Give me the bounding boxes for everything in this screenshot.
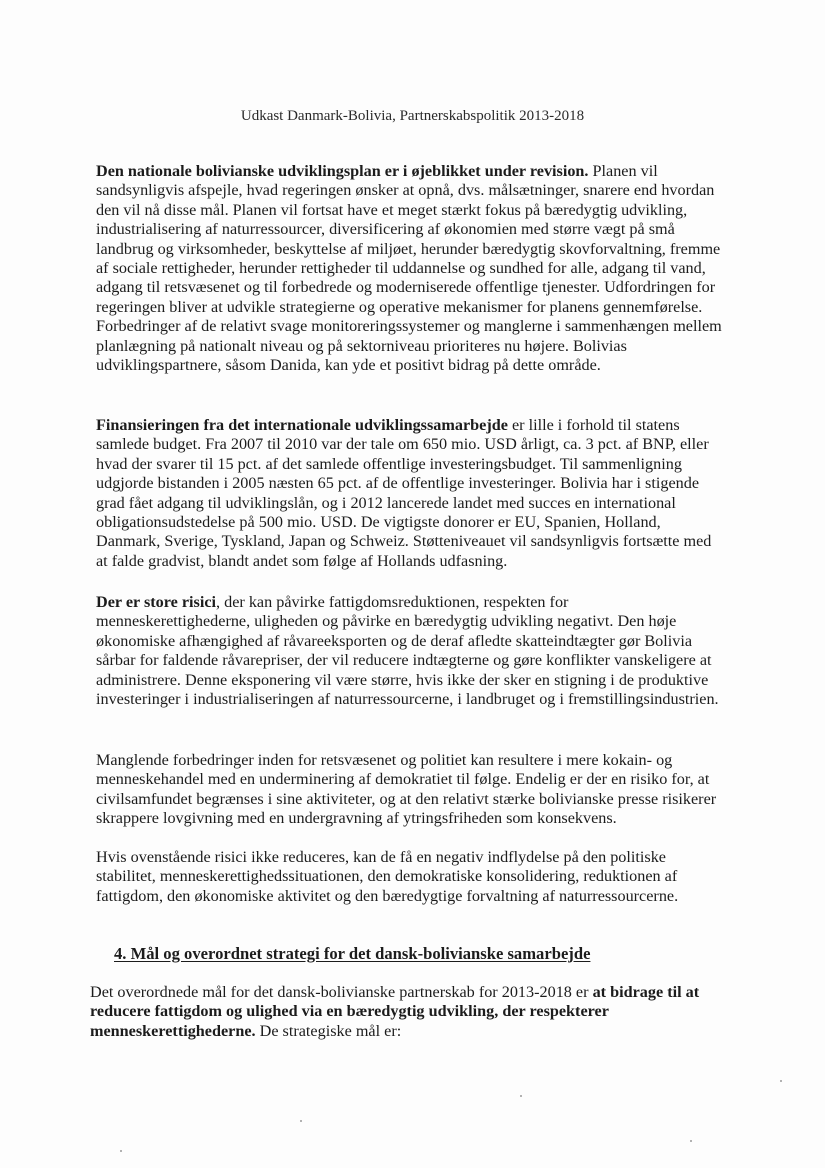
paragraph-lead: Der er store risici <box>96 593 217 611</box>
paragraph-justice-risks <box>96 751 724 829</box>
paragraph-overall-goal <box>90 983 724 1041</box>
scan-speck <box>520 1095 522 1097</box>
goal-outro: De strategiske mål er: <box>255 1021 402 1040</box>
goal-statement: at bidrage til at reducere fattigdom og ulighed via en bæredygtig udvikling, der respekterer menneskerettighederne. <box>90 983 700 1040</box>
paragraph-risks <box>96 593 724 709</box>
scan-speck <box>780 1080 782 1082</box>
paragraph-body: , der kan påvirke fattigdomsreduktionen, respekten for menneskerettighederne, uligheden og påvirke en bæredygtig udvikling negativt. Den høje økonomiske afhængighed af råvareeksporten og de deraf afledte skatteindtægter gør Bolivia sårbar for faldende råvarepriser, der vil reducere indtægterne og gøre konflikter vanskeligere at administrere. Denne eksponering vil være større, hvis ikke der sker en stigning i de produktive investeringer i industrialiseringen af naturressourcerne, i landbruget og i fremstillingsindustrien. <box>96 593 719 709</box>
paragraph-lead: Den nationale bolivianske udviklingsplan er i øjeblikket under revision. <box>96 162 589 180</box>
scan-speck <box>300 1120 302 1122</box>
paragraph-body: Manglende forbedringer inden for retsvæsenet og politiet kan resultere i mere kokain- og menneskehandel med en underminering af demokratiet til følge. Endelig er der en risiko for, at civilsamfundet begrænses i sine aktiviteter, og at den relativt stærke bolivianske presse risikerer skrappere lovgivning med en undergravning af ytringsfriheden som konsekvens. <box>96 751 717 828</box>
scan-speck <box>690 1140 692 1142</box>
paragraph-body: er lille i forhold til statens samlede budget. Fra 2007 til 2010 var der tale om 650 mio. USD årligt, ca. 3 pct. af BNP, eller hvad der svarer til 15 pct. af det samlede offentlige investeringsbudget. Til sammenligning udgjorde bistanden i 2005 næsten 65 pct. af de offentlige investeringer. Bolivia har i stigende grad fået adgang til udviklingslån, og i 2012 lancerede landet med succes en international obligationsudstedelse på 500 mio. USD. De vigtigste donorer er EU, Spanien, Holland, Danmark, Sverige, Tyskland, Japan og Schweiz. Støtteniveauet vil sandsynligvis fortsætte med at falde gradvist, blandt andet som følge af Hollands udfasning. <box>96 416 712 570</box>
paragraph-financing <box>96 416 724 571</box>
paragraph-body: Planen vil sandsynligvis afspejle, hvad regeringen ønsker at opnå, dvs. målsætninger, snarere end hvordan den vil nå disse mål. Planen vil fortsat have et meget stærkt fokus på bæredygtig udvikling, industrialisering af naturressourcer, diversificering af økonomien med større vægt på små landbrug og virksomheder, beskyttelse af miljøet, herunder bæredygtig skovforvaltning, fremme af sociale rettigheder, herunder rettigheder til uddannelse og sundhed for alle, adgang til vand, adgang til retsvæsenet og til forbedrede og moderniserede offentlige tjenester. Udfordringen for regeringen bliver at udvikle strategierne og operative mekanismer for planens gennemførelse. Forbedringer af de relativt svage monitoreringssystemer og manglerne i sammenhængen mellem planlægning på nationalt niveau og på sektorniveau prioriteres nu højere. Bolivias udviklingspartnere, såsom Danida, kan yde et positivt bidrag på dette område. <box>96 162 722 375</box>
paragraph-development-plan <box>96 162 724 375</box>
page-header: Udkast Danmark-Bolivia, Partnerskabspolitik 2013-2018 <box>240 108 585 124</box>
paragraph-lead: Finansieringen fra det internationale udviklingssamarbejde <box>96 416 508 434</box>
paragraph-body: Hvis ovenstående risici ikke reduceres, kan de få en negativ indflydelse på den politiske stabilitet, menneskerettighedssituationen, den demokratiske konsolidering, reduktionen af fattigdom, den økonomiske aktivitet og den bæredygtige forvaltning af naturressourcerne. <box>96 848 679 905</box>
goal-intro: Det overordnede mål for det dansk-bolivianske partnerskab for 2013-2018 er <box>90 983 593 1001</box>
scan-speck <box>120 1150 122 1152</box>
section-heading: 4. Mål og overordnet strategi for det dansk-bolivianske samarbejde <box>114 944 591 963</box>
paragraph-risk-consequences <box>96 848 724 906</box>
